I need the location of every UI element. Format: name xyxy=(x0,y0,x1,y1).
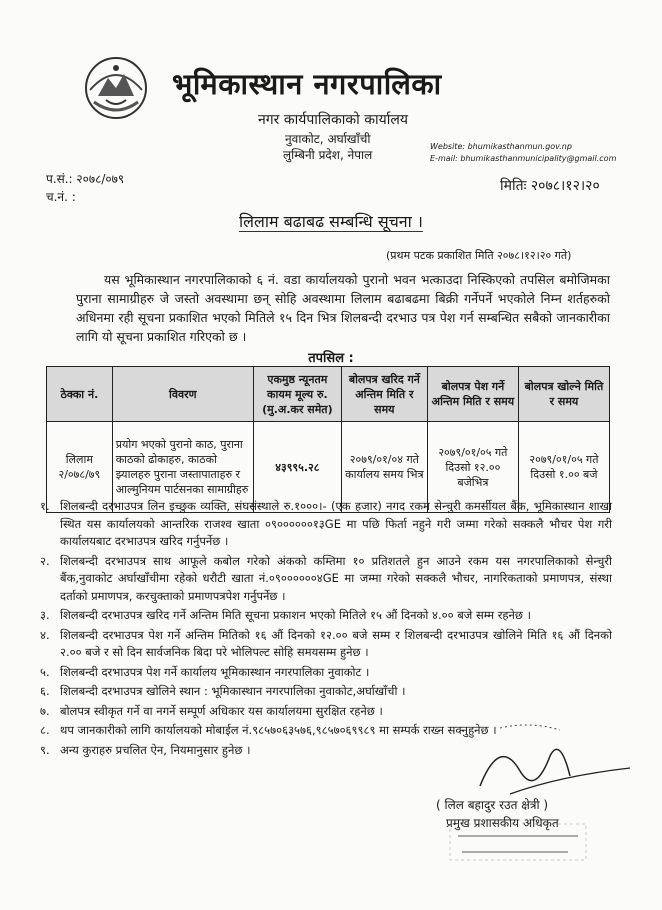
condition-number: २. xyxy=(40,553,50,568)
schedule-label: तपसिल : xyxy=(308,351,354,366)
submission-deadline-cell: २०७९/०१/०५ गते दिउसो १२.०० बजेभित्र xyxy=(427,422,518,513)
condition-text: शिलबन्दी दरभाउपत्र खोलिने स्थान : भूमिकास्थान नगरपालिका नुवाकोट,अर्घाखाँची । xyxy=(60,684,406,698)
condition-number: ७. xyxy=(40,703,50,718)
signatory-post: प्रमुख प्रशासकीय अधिकृत xyxy=(446,816,559,830)
signatory-name: ( लिल बहादुर रउत क्षेत्री ) xyxy=(436,798,549,812)
condition-text: शिलबन्दी दरभाउपत्र पेश गर्ने कार्यालय भूमिकास्थान नगरपालिका नुवाकोट । xyxy=(60,664,370,679)
condition-text: बोलपत्र स्वीकृत गर्ने वा नगर्ने सम्पूर्ण अधिकार यस कार्यालयमा सुरक्षित रहनेछ । xyxy=(60,703,383,718)
condition-text: शिलबन्दी दरभाउपत्र पेश गर्ने अन्तिम मितिको १६ औं दिनको १२.०० बजे सम्म र शिलबन्दी दरभाउपत्र खोलिने मिति १६ औं दिनको २.०० बजे र सो दिन सार्वजनिक बिदा परे भोलिपल्ट सोहि समयसम्म हुनेछ । xyxy=(60,627,612,659)
condition-number: १. xyxy=(40,499,50,513)
dispatch-number: च.नं. : xyxy=(46,190,76,204)
description-cell: प्रयोग भएको पुरानो काठ, पुराना काठको ढोकाहरु, काठको झ्यालहरु पुराना जस्तापाताहरु र आल्मुनियम पार्टसनका सामाग्रीहरु xyxy=(112,422,253,513)
amount-cell: ४३९९५.२८ xyxy=(253,422,341,513)
handwritten-signature-icon xyxy=(440,716,640,806)
office-address-line2: लुम्बिनी प्रदेश, नेपाल xyxy=(283,148,373,162)
condition-item xyxy=(40,498,612,551)
condition-text: शिलबन्दी दरभाउपत्र खरिद गर्ने अन्तिम मिति सूचना प्रकाशन भएको मितिले १५ औं दिनको ४.०० बजे सम्म रहनेछ । xyxy=(60,608,531,622)
condition-number: ६. xyxy=(40,684,50,698)
condition-number: ८. xyxy=(40,723,50,737)
condition-item xyxy=(40,627,612,662)
column-header: ठेक्का नं. xyxy=(47,367,113,422)
office-address-line1: नुवाकोट, अर्घाखाँची xyxy=(285,132,371,146)
condition-item xyxy=(40,664,612,682)
condition-item xyxy=(40,607,612,625)
opening-time-cell: २०७९/०१/०५ गते दिउसो १.०० बजे xyxy=(518,422,609,513)
condition-text: थप जानकारीको लागि कार्यालयको मोबाईल नं.९८५७०६३५७६,९८५७०६९९८९ मा सम्पर्क राख्न सक्नुहुनेछ । xyxy=(60,723,497,737)
website-text: Website: bhumikasthanmun.gov.np xyxy=(430,142,572,151)
column-header: बोलपत्र पेश गर्ने अन्तिम मिति र समय xyxy=(427,367,518,422)
condition-text: शिलबन्दी दरभाउपत्र लिन इच्छुक व्यक्ति, संघसंस्थाले रु.१०००।- (एक हजार) नगद रकम सेन्चुरी कमर्सीयल बैंक, भूमिकास्थान शाखा स्थित यस कार्यालयको आन्तरिक राजश्व खाता ०९००००००१३GE मा पछि फिर्ता नहुने गरी जम्मा गरेको सक्कलै भौचर पेश गरी कार्यालयबाट दरभाउपत्र खरिद गर्नुपर्नेछ । xyxy=(60,499,612,548)
column-header: विवरण xyxy=(112,367,253,422)
table-header-row xyxy=(47,367,610,422)
condition-number: ९. xyxy=(40,742,50,757)
condition-text: अन्य कुराहरु प्रचलित ऐन, नियमानुसार हुनेछ । xyxy=(60,742,251,757)
condition-item xyxy=(40,683,612,701)
condition-number: ४. xyxy=(40,627,50,642)
condition-text: शिलबन्दी दरभाउपत्र साथ आफूले कबोल गरेको अंकको कम्तिमा १० प्रतिशतले हुन आउने रकम यस नगरपालिकाको सेन्चुरी बैंक,नुवाकोट अर्घाखाँचीमा रहेको धरौटी खाता नं.०९००००००४GE मा जम्मा गरेको सक्कलै भौचर, नागरिकताको प्रमाणपत्र, संस्था दर्ताको प्रमाणपत्र, करचुक्ताको प्रमाणपत्रपेश गर्नुपर्नेछ । xyxy=(60,553,612,603)
notice-title xyxy=(0,210,662,232)
notice-intro: यस भूमिकास्थान नगरपालिकाको ६ नं. वडा कार्यालयको पुरानो भवन भत्काउदा निस्किएको तपसिल बमोजिमका पुराना सामाग्रीहरु जे जस्तो अवस्थामा छन् सोहि अवस्थामा लिलाम बढाबढमा बिक्री गर्नेपर्ने भएकोले निम्न शर्तहरुको अधिनमा रही सूचना प्रकाशित भएको मितिले १५ दिन भित्र शिलबन्दी दरभाउ पत्र पेश गर्न सम्बन्धित सबैको जानकारीका लागि यो सूचना प्रकाशित गरिएको छ । xyxy=(76,272,610,344)
government-emblem-icon xyxy=(84,56,148,120)
condition-number: ५. xyxy=(40,664,50,679)
column-header: बोलपत्र खोल्ने मिति र समय xyxy=(518,367,609,422)
notice-title-text: लिलाम बढाबढ सम्बन्धि सूचना । xyxy=(239,212,423,231)
first-published-note: (प्रथम पटक प्रकाशित मिति २०७८।१२।२० गते) xyxy=(386,249,572,262)
email-text: E-mail: bhumikasthanmunicipality@gmail.com xyxy=(430,154,617,163)
letter-date: मितिः २०७८।१२।२० xyxy=(500,178,600,194)
letter-number: प.सं.: २०७८/०७९ xyxy=(46,172,125,186)
office-subtitle: नगर कार्यपालिकाको कार्यालय xyxy=(258,112,408,128)
office-name: भूमिकास्थान नगरपालिका xyxy=(172,67,442,101)
purchase-deadline-cell: २०७९/०१/०४ गते कार्यालय समय भित्र xyxy=(341,422,427,513)
column-header: बोलपत्र खरिद गर्ने अन्तिम मिति र समय xyxy=(341,367,427,422)
official-stamp-icon xyxy=(448,818,588,864)
column-header: एकमुष्ठ न्यूनतम कायम मूल्य रु. (मु.अ.कर समेत) xyxy=(253,367,341,422)
contract-number-cell: लिलाम २/०७८/७९ xyxy=(47,422,113,513)
condition-number: ३. xyxy=(40,608,50,622)
condition-item xyxy=(40,553,612,606)
tender-table xyxy=(46,366,610,513)
